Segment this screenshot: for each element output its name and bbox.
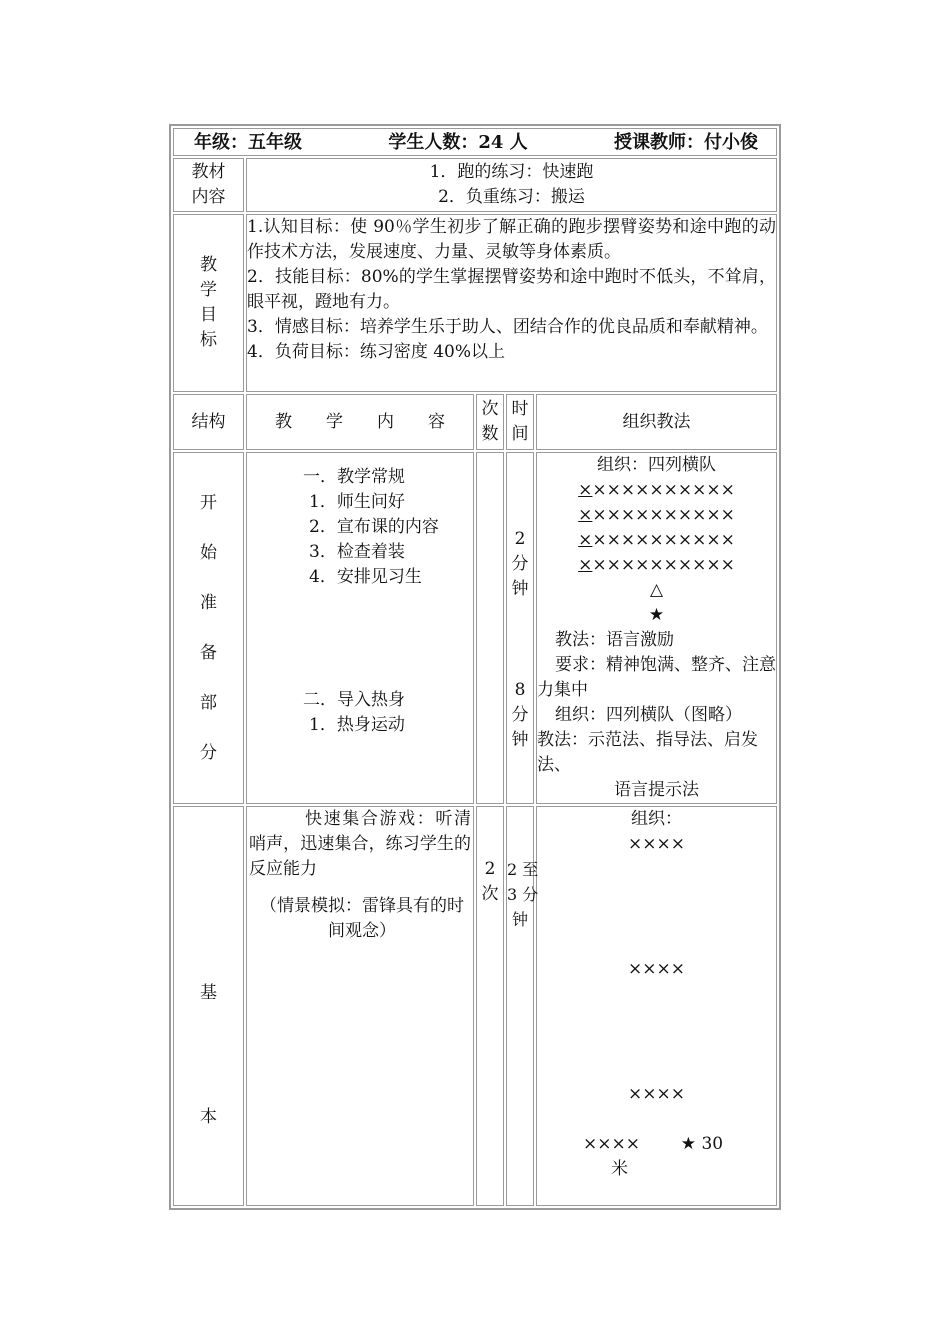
start-label-cell: 开 始 准 备 部 分 [173, 452, 244, 804]
group-row: ×××× [628, 834, 686, 854]
goals-cell [246, 214, 777, 392]
teach-method-2b: 语言提示法 [614, 780, 700, 800]
star-icon: ★ [648, 605, 665, 625]
col-time: 时 间 [506, 394, 534, 450]
col-count: 次 数 [476, 394, 504, 450]
goal-skill: 2．技能目标：80%的学生掌握摆臂姿势和途中跑时不低头，不耸肩，眼平视，蹬地有力。 [247, 267, 777, 312]
requirement: 要求：精神饱满、整齐、注意力集中 [537, 655, 776, 700]
basic-org-label: 组织： [631, 809, 683, 829]
formation-row: ××××××××××× [578, 555, 735, 575]
start-line-row: ×××× ★ 30 [583, 1134, 724, 1154]
start-time-cell: 2 分 钟 8 分 钟 [506, 452, 534, 804]
teach-method: 教法：语言激励 [555, 630, 674, 650]
teacher-label: 授课教师：付小俊 [614, 131, 759, 153]
grade-label: 年级：五年级 [194, 131, 302, 153]
content-item: 2．负重练习：搬运 [438, 187, 585, 207]
goal-cognitive: 1.认知目标：使 90％学生初步了解正确的跑步摆臂姿势和途中跑的动作技术方法，发展速度、力量、灵敏等身体素质。 [247, 217, 777, 262]
scenario-note: （情景模拟：雷锋具有的时间观念） [260, 896, 464, 941]
start-content-cell [246, 452, 474, 804]
basic-count-cell: 2 次 [476, 806, 504, 1206]
start-method-cell [536, 452, 777, 804]
teach-method-2: 教法：示范法、指导法、启发法、 [537, 730, 758, 775]
col-content: 教 学 内 容 [246, 394, 474, 450]
routine-item: 1．师生问好 [309, 492, 405, 512]
warmup-title: 二．导入热身 [303, 690, 405, 710]
goals-label-cell: 教 学 目 标 [173, 214, 244, 392]
student-count-label: 学生人数：24 人 [388, 131, 528, 153]
column-header-row [173, 394, 777, 450]
formation-row: ××××××××××× [578, 505, 735, 525]
org-title: 组织：四列横队 [597, 455, 717, 475]
basic-section-row [173, 806, 777, 1206]
formation-row: ××××××××××× [578, 480, 735, 500]
content-label-cell: 教材 内容 [173, 158, 244, 212]
lesson-plan-table [169, 124, 781, 1210]
goal-load: 4．负荷目标：练习密度 40%以上 [247, 342, 506, 362]
col-method: 组织教法 [536, 394, 777, 450]
routine-title: 一．教学常规 [303, 467, 405, 487]
game-description: 快速集合游戏：听清哨声，迅速集合，练习学生的反应能力 [249, 809, 471, 879]
basic-label-cell: 基 本 [173, 806, 244, 1206]
header-row [173, 128, 777, 156]
basic-method-cell [536, 806, 777, 1206]
basic-time-cell: 2 至 3 分 钟 [506, 806, 534, 1206]
distance-unit: 米 [611, 1159, 628, 1179]
content-items-cell [246, 158, 777, 212]
routine-item: 2．宣布课的内容 [309, 517, 439, 537]
start-count-cell [476, 452, 504, 804]
star-icon: ★ [680, 1134, 697, 1154]
col-structure: 结构 [173, 394, 244, 450]
group-row: ×××× [628, 959, 686, 979]
org2: 组织：四列横队（图略） [555, 705, 742, 725]
routine-item: 3．检查着装 [309, 542, 405, 562]
teacher-triangle-icon: △ [649, 580, 664, 600]
distance-value: 30 [701, 1134, 724, 1154]
goal-emotional: 3．情感目标：培养学生乐于助人、团结合作的优良品质和奉献精神。 [247, 317, 768, 337]
group-row: ×××× [628, 1084, 686, 1104]
start-section-row [173, 452, 777, 804]
basic-content-cell [246, 806, 474, 1206]
routine-item: 4．安排见习生 [309, 567, 422, 587]
warmup-item: 1．热身运动 [309, 715, 405, 735]
content-row [173, 158, 777, 212]
content-item: 1．跑的练习：快速跑 [429, 162, 594, 182]
formation-row: ××××××××××× [578, 530, 735, 550]
goals-row [173, 214, 777, 392]
